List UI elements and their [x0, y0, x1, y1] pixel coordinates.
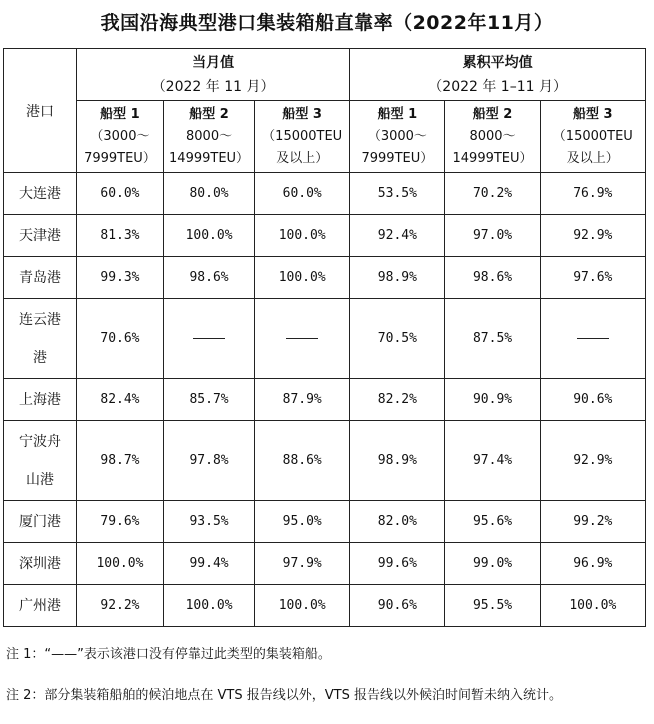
ship-type-range: （3000～ [90, 128, 150, 144]
rate-cell: 100.0% [255, 215, 350, 257]
ship-type-range: 及以上） [566, 150, 619, 166]
rate-cell: 100.0% [163, 585, 254, 627]
ship-type-header [76, 101, 163, 173]
rate-cell: 92.4% [350, 215, 445, 257]
rate-cell: 98.6% [445, 257, 540, 299]
group-header-title: 累积平均值 [462, 54, 533, 71]
rate-cell: 87.9% [255, 379, 350, 421]
table-row [4, 215, 646, 257]
rate-cell: 100.0% [76, 543, 163, 585]
rate-cell: 92.2% [76, 585, 163, 627]
ship-type-name: 船型 3 [282, 106, 322, 122]
dash-mark [193, 338, 225, 339]
note-2: 注 2：部分集装箱船舶的候泊地点在 VTS 报告线以外，VTS 报告线以外候泊时间暂未纳入统计。 [6, 688, 562, 703]
rate-cell: 99.4% [163, 543, 254, 585]
port-name-line: 上海港 [18, 391, 61, 408]
ship-type-name: 船型 1 [377, 106, 418, 122]
rate-cell: 95.5% [445, 585, 540, 627]
group-header-monthly [76, 49, 349, 101]
port-name-line: 深圳港 [18, 555, 61, 572]
rate-cell: 70.5% [350, 299, 445, 379]
ship-type-header [445, 101, 540, 173]
note-1: 注 1：“——”表示该港口没有停靠过此类型的集装箱船。 [6, 647, 331, 662]
rate-cell: 97.0% [445, 215, 540, 257]
rate-cell: 100.0% [163, 215, 254, 257]
ship-type-header [350, 101, 445, 173]
table-row [4, 299, 646, 379]
port-name-line: 连云港 [18, 311, 61, 328]
port-name-line: 大连港 [18, 185, 61, 202]
rate-cell: 70.6% [76, 299, 163, 379]
port-name [4, 379, 77, 421]
rate-cell: 90.6% [540, 379, 645, 421]
rate-cell: 53.5% [350, 173, 445, 215]
port-name [4, 173, 77, 215]
port-name-line: 厦门港 [18, 513, 61, 530]
table-row [4, 257, 646, 299]
ship-type-range: 14999TEU） [452, 150, 533, 166]
port-name-line: 广州港 [18, 597, 61, 614]
ship-type-name: 船型 3 [573, 106, 613, 122]
rate-cell: 90.9% [445, 379, 540, 421]
ship-type-range: 7999TEU） [84, 150, 156, 166]
no-call-dash [540, 299, 645, 379]
ship-type-header [540, 101, 645, 173]
rate-cell: 98.9% [350, 421, 445, 501]
port-column-header: 港口 [4, 49, 77, 173]
port-name-line: 港 [32, 349, 47, 366]
rate-cell: 93.5% [163, 501, 254, 543]
port-name [4, 421, 77, 501]
ship-type-name: 船型 2 [472, 106, 513, 122]
rate-cell: 88.6% [255, 421, 350, 501]
table-row [4, 543, 646, 585]
port-name [4, 501, 77, 543]
rate-cell: 60.0% [255, 173, 350, 215]
rate-cell: 99.3% [76, 257, 163, 299]
rate-cell: 100.0% [255, 257, 350, 299]
page-title: 我国沿海典型港口集装箱船直靠率（2022年11月） [100, 12, 554, 34]
group-header-title: 当月值 [192, 54, 235, 71]
rate-cell: 98.6% [163, 257, 254, 299]
rate-cell: 97.6% [540, 257, 645, 299]
berthing-rate-table [3, 48, 646, 627]
rate-cell: 98.9% [350, 257, 445, 299]
rate-cell: 99.2% [540, 501, 645, 543]
rate-cell: 92.9% [540, 215, 645, 257]
group-header-cumulative [350, 49, 646, 101]
rate-cell: 100.0% [255, 585, 350, 627]
rate-cell: 81.3% [76, 215, 163, 257]
rate-cell: 70.2% [445, 173, 540, 215]
rate-cell: 99.6% [350, 543, 445, 585]
table-row [4, 173, 646, 215]
rate-cell: 97.9% [255, 543, 350, 585]
rate-cell: 98.7% [76, 421, 163, 501]
ship-type-range: 及以上） [276, 150, 329, 166]
ship-type-header [163, 101, 254, 173]
ship-type-range: 8000～ [186, 128, 233, 144]
port-name [4, 585, 77, 627]
rate-cell: 97.8% [163, 421, 254, 501]
port-name [4, 257, 77, 299]
rate-cell: 82.0% [350, 501, 445, 543]
ship-type-range: （3000～ [367, 128, 427, 144]
ship-type-range: （15000TEU [552, 128, 633, 144]
table-row [4, 501, 646, 543]
ship-type-name: 船型 1 [100, 106, 140, 122]
rate-cell: 92.9% [540, 421, 645, 501]
dash-mark [286, 338, 318, 339]
rate-cell: 90.6% [350, 585, 445, 627]
port-name [4, 215, 77, 257]
port-name [4, 299, 77, 379]
rate-cell: 87.5% [445, 299, 540, 379]
rate-cell: 76.9% [540, 173, 645, 215]
ship-type-range: 14999TEU） [169, 150, 250, 166]
no-call-dash [163, 299, 254, 379]
rate-cell: 82.2% [350, 379, 445, 421]
rate-cell: 100.0% [540, 585, 645, 627]
port-name-line: 山港 [25, 471, 54, 488]
rate-cell: 99.0% [445, 543, 540, 585]
table-row [4, 379, 646, 421]
table-row [4, 421, 646, 501]
group-header-period: （2022 年 1–11 月） [428, 78, 567, 95]
rate-cell: 85.7% [163, 379, 254, 421]
ship-type-range: （15000TEU [262, 128, 343, 144]
ship-type-name: 船型 2 [189, 106, 229, 122]
rate-cell: 95.0% [255, 501, 350, 543]
port-name [4, 543, 77, 585]
rate-cell: 82.4% [76, 379, 163, 421]
port-name-line: 天津港 [18, 227, 61, 244]
rate-cell: 95.6% [445, 501, 540, 543]
port-name-line: 宁波舟 [18, 433, 61, 450]
port-name-line: 青岛港 [18, 269, 61, 286]
rate-cell: 97.4% [445, 421, 540, 501]
rate-cell: 96.9% [540, 543, 645, 585]
dash-mark [577, 338, 609, 339]
table-row [4, 585, 646, 627]
ship-type-header [255, 101, 350, 173]
rate-cell: 79.6% [76, 501, 163, 543]
ship-type-range: 7999TEU） [361, 150, 434, 166]
ship-type-range: 8000～ [469, 128, 516, 144]
rate-cell: 60.0% [76, 173, 163, 215]
rate-cell: 80.0% [163, 173, 254, 215]
no-call-dash [255, 299, 350, 379]
group-header-period: （2022 年 11 月） [151, 78, 275, 95]
